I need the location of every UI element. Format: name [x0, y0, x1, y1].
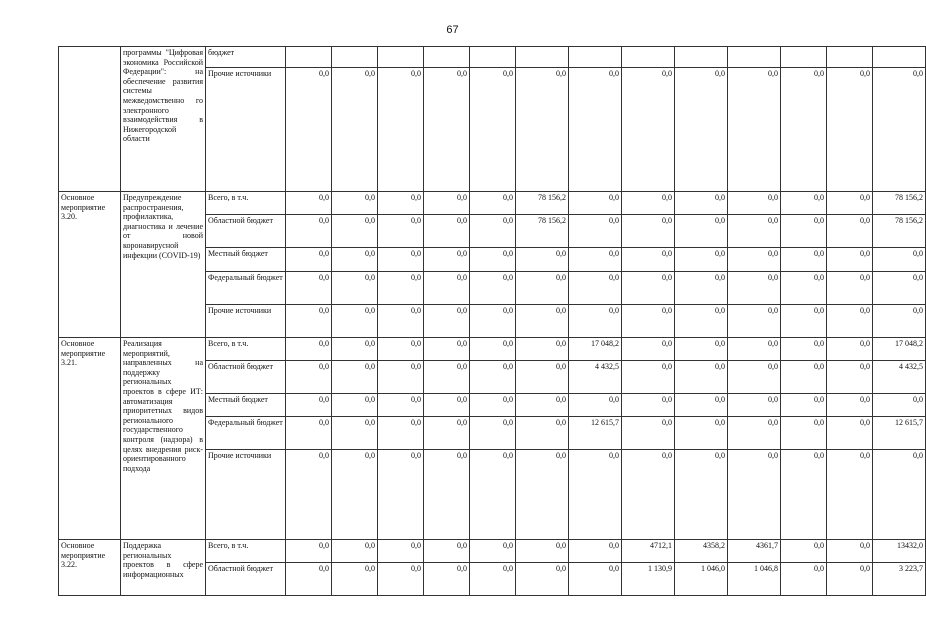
amount-cell: 0,0: [728, 68, 781, 192]
amount-cell: 78 156,2: [873, 192, 926, 215]
amount-cell: 0,0: [516, 272, 569, 305]
amount-cell: 0,0: [332, 68, 378, 192]
amount-cell: 0,0: [675, 338, 728, 361]
amount-cell: 0,0: [470, 338, 516, 361]
amount-cell: 0,0: [873, 248, 926, 272]
amount-cell: 0,0: [378, 68, 424, 192]
amount-cell: 12 615,7: [873, 417, 926, 450]
amount-cell: 0,0: [424, 338, 470, 361]
amount-cell: 0,0: [378, 305, 424, 338]
amount-cell: 0,0: [470, 215, 516, 248]
amount-cell: 0,0: [470, 450, 516, 540]
activity-label: Основное мероприятие 3.21.: [59, 338, 121, 540]
funding-source: Всего, в т.ч.: [206, 192, 286, 215]
amount-cell: 0,0: [378, 394, 424, 417]
amount-cell: [728, 47, 781, 68]
table-row: [59, 540, 926, 563]
amount-cell: 0,0: [516, 68, 569, 192]
amount-cell: 13432,0: [873, 540, 926, 563]
funding-source: Местный бюджет: [206, 394, 286, 417]
amount-cell: [622, 47, 675, 68]
activity-description: программы "Цифровая экономика Российской Федерации": на обеспечение развития системы межведомственно го электронного взаимодействия в Нижегородской области: [121, 47, 206, 192]
amount-cell: 0,0: [827, 361, 873, 394]
amount-cell: 0,0: [378, 417, 424, 450]
amount-cell: 0,0: [516, 361, 569, 394]
amount-cell: 0,0: [286, 248, 332, 272]
activity-label: Основное мероприятие 3.20.: [59, 192, 121, 338]
amount-cell: [569, 47, 622, 68]
amount-cell: 12 615,7: [569, 417, 622, 450]
amount-cell: 0,0: [332, 305, 378, 338]
amount-cell: 0,0: [286, 305, 332, 338]
amount-cell: 0,0: [827, 338, 873, 361]
amount-cell: 0,0: [569, 540, 622, 563]
amount-cell: 0,0: [332, 272, 378, 305]
funding-source: бюджет: [206, 47, 286, 68]
amount-cell: [675, 47, 728, 68]
amount-cell: 0,0: [516, 540, 569, 563]
amount-cell: 0,0: [286, 338, 332, 361]
amount-cell: 0,0: [781, 450, 827, 540]
amount-cell: 0,0: [470, 272, 516, 305]
amount-cell: 0,0: [827, 215, 873, 248]
amount-cell: 0,0: [781, 338, 827, 361]
amount-cell: 0,0: [728, 450, 781, 540]
amount-cell: 0,0: [332, 248, 378, 272]
amount-cell: 0,0: [781, 192, 827, 215]
amount-cell: 0,0: [470, 361, 516, 394]
amount-cell: 0,0: [424, 417, 470, 450]
amount-cell: 0,0: [424, 272, 470, 305]
amount-cell: 0,0: [332, 417, 378, 450]
amount-cell: 0,0: [424, 305, 470, 338]
amount-cell: 0,0: [827, 540, 873, 563]
amount-cell: 0,0: [569, 68, 622, 192]
amount-cell: 0,0: [569, 305, 622, 338]
amount-cell: 0,0: [781, 68, 827, 192]
funding-source: Всего, в т.ч.: [206, 338, 286, 361]
amount-cell: 0,0: [286, 272, 332, 305]
amount-cell: 0,0: [286, 450, 332, 540]
activity-label: [59, 47, 121, 192]
amount-cell: 0,0: [470, 563, 516, 596]
funding-source: Всего, в т.ч.: [206, 540, 286, 563]
amount-cell: 0,0: [622, 417, 675, 450]
amount-cell: 0,0: [286, 563, 332, 596]
amount-cell: 0,0: [424, 394, 470, 417]
amount-cell: 0,0: [675, 248, 728, 272]
amount-cell: 0,0: [873, 305, 926, 338]
amount-cell: 0,0: [332, 215, 378, 248]
amount-cell: 0,0: [470, 248, 516, 272]
amount-cell: 0,0: [378, 272, 424, 305]
amount-cell: 0,0: [286, 394, 332, 417]
amount-cell: 0,0: [728, 305, 781, 338]
amount-cell: 0,0: [728, 361, 781, 394]
amount-cell: 0,0: [781, 305, 827, 338]
amount-cell: 0,0: [332, 192, 378, 215]
amount-cell: 0,0: [424, 68, 470, 192]
amount-cell: 0,0: [378, 248, 424, 272]
amount-cell: 0,0: [286, 215, 332, 248]
amount-cell: 0,0: [675, 361, 728, 394]
amount-cell: 0,0: [516, 417, 569, 450]
activity-description: Предупреждение распространения, профилактика, диагностика и лечение от новой коронавирусной инфекции (COVID-19): [121, 192, 206, 338]
amount-cell: 0,0: [675, 215, 728, 248]
amount-cell: 0,0: [873, 68, 926, 192]
amount-cell: 0,0: [332, 563, 378, 596]
amount-cell: 0,0: [622, 338, 675, 361]
amount-cell: 17 048,2: [873, 338, 926, 361]
amount-cell: [781, 47, 827, 68]
amount-cell: 0,0: [827, 417, 873, 450]
amount-cell: 0,0: [378, 450, 424, 540]
amount-cell: 0,0: [728, 272, 781, 305]
amount-cell: 0,0: [378, 215, 424, 248]
funding-source: Прочие источники: [206, 305, 286, 338]
amount-cell: 0,0: [781, 394, 827, 417]
amount-cell: 0,0: [781, 563, 827, 596]
amount-cell: 0,0: [378, 361, 424, 394]
amount-cell: [378, 47, 424, 68]
amount-cell: 0,0: [424, 192, 470, 215]
amount-cell: 0,0: [827, 192, 873, 215]
amount-cell: 0,0: [286, 361, 332, 394]
amount-cell: 1 130,9: [622, 563, 675, 596]
amount-cell: 1 046,8: [728, 563, 781, 596]
amount-cell: [332, 47, 378, 68]
amount-cell: 17 048,2: [569, 338, 622, 361]
amount-cell: 0,0: [781, 417, 827, 450]
amount-cell: 0,0: [286, 540, 332, 563]
amount-cell: 0,0: [873, 450, 926, 540]
amount-cell: 0,0: [827, 563, 873, 596]
amount-cell: 0,0: [728, 215, 781, 248]
amount-cell: 0,0: [470, 540, 516, 563]
amount-cell: 0,0: [332, 338, 378, 361]
amount-cell: 0,0: [424, 361, 470, 394]
amount-cell: 4358,2: [675, 540, 728, 563]
amount-cell: 0,0: [424, 540, 470, 563]
amount-cell: 4361,7: [728, 540, 781, 563]
amount-cell: 0,0: [470, 68, 516, 192]
amount-cell: 0,0: [675, 272, 728, 305]
page-number: 67: [446, 24, 459, 36]
amount-cell: 4 432,5: [569, 361, 622, 394]
activity-label: Основное мероприятие 3.22.: [59, 540, 121, 596]
amount-cell: [424, 47, 470, 68]
amount-cell: 0,0: [378, 540, 424, 563]
amount-cell: 0,0: [569, 248, 622, 272]
amount-cell: 0,0: [332, 361, 378, 394]
amount-cell: 0,0: [827, 450, 873, 540]
amount-cell: 0,0: [827, 68, 873, 192]
amount-cell: 0,0: [332, 540, 378, 563]
amount-cell: 0,0: [569, 215, 622, 248]
amount-cell: 0,0: [286, 192, 332, 215]
amount-cell: 0,0: [728, 417, 781, 450]
amount-cell: 0,0: [781, 540, 827, 563]
amount-cell: 0,0: [378, 338, 424, 361]
funding-source: Федеральный бюджет: [206, 417, 286, 450]
amount-cell: 0,0: [728, 248, 781, 272]
funding-source: Областной бюджет: [206, 215, 286, 248]
amount-cell: 0,0: [332, 450, 378, 540]
amount-cell: 0,0: [675, 394, 728, 417]
amount-cell: 0,0: [516, 450, 569, 540]
amount-cell: 0,0: [827, 272, 873, 305]
amount-cell: 0,0: [470, 417, 516, 450]
amount-cell: 0,0: [378, 563, 424, 596]
amount-cell: 78 156,2: [516, 192, 569, 215]
amount-cell: 0,0: [569, 192, 622, 215]
amount-cell: 0,0: [728, 394, 781, 417]
amount-cell: 0,0: [470, 305, 516, 338]
amount-cell: 0,0: [424, 450, 470, 540]
amount-cell: 0,0: [516, 248, 569, 272]
amount-cell: 0,0: [622, 215, 675, 248]
amount-cell: 0,0: [675, 417, 728, 450]
amount-cell: 0,0: [622, 305, 675, 338]
amount-cell: 0,0: [781, 361, 827, 394]
funding-source: Федеральный бюджет: [206, 272, 286, 305]
amount-cell: 0,0: [675, 305, 728, 338]
amount-cell: 0,0: [675, 192, 728, 215]
amount-cell: [470, 47, 516, 68]
amount-cell: 0,0: [622, 394, 675, 417]
amount-cell: 0,0: [873, 272, 926, 305]
amount-cell: 0,0: [569, 563, 622, 596]
amount-cell: 1 046,0: [675, 563, 728, 596]
funding-source: Областной бюджет: [206, 361, 286, 394]
amount-cell: [827, 47, 873, 68]
amount-cell: 0,0: [569, 272, 622, 305]
amount-cell: 0,0: [516, 305, 569, 338]
amount-cell: 0,0: [728, 338, 781, 361]
amount-cell: 0,0: [622, 68, 675, 192]
amount-cell: 0,0: [675, 68, 728, 192]
amount-cell: [873, 47, 926, 68]
amount-cell: 0,0: [424, 248, 470, 272]
amount-cell: 0,0: [781, 248, 827, 272]
amount-cell: 0,0: [728, 192, 781, 215]
amount-cell: 78 156,2: [873, 215, 926, 248]
amount-cell: 3 223,7: [873, 563, 926, 596]
amount-cell: 0,0: [622, 272, 675, 305]
amount-cell: 0,0: [622, 248, 675, 272]
table-row: [59, 338, 926, 361]
activity-description: Реализация мероприятий, направленных на поддержку региональных проектов в сфере ИТ: автоматизация приоритетных видов регионального государственного контроля (надзора) в целях внедрения риск-ориентированного подхода: [121, 338, 206, 540]
amount-cell: 0,0: [516, 394, 569, 417]
amount-cell: 4 432,5: [873, 361, 926, 394]
amount-cell: 0,0: [781, 272, 827, 305]
funding-source: Прочие источники: [206, 68, 286, 192]
funding-source: Областной бюджет: [206, 563, 286, 596]
amount-cell: 0,0: [781, 215, 827, 248]
amount-cell: 0,0: [332, 394, 378, 417]
funding-source: Местный бюджет: [206, 248, 286, 272]
amount-cell: 0,0: [675, 450, 728, 540]
table-row: [59, 47, 926, 68]
amount-cell: 0,0: [470, 394, 516, 417]
amount-cell: 0,0: [873, 394, 926, 417]
budget-table: [58, 46, 926, 596]
table-row: [59, 192, 926, 215]
amount-cell: 0,0: [286, 417, 332, 450]
amount-cell: 0,0: [569, 394, 622, 417]
amount-cell: 0,0: [286, 68, 332, 192]
funding-source: Прочие источники: [206, 450, 286, 540]
amount-cell: 0,0: [827, 305, 873, 338]
amount-cell: 0,0: [622, 192, 675, 215]
amount-cell: 0,0: [424, 215, 470, 248]
amount-cell: 0,0: [516, 563, 569, 596]
amount-cell: 0,0: [516, 338, 569, 361]
amount-cell: [516, 47, 569, 68]
amount-cell: 0,0: [470, 192, 516, 215]
activity-description: Поддержка региональных проектов в сфере информационных: [121, 540, 206, 596]
amount-cell: 0,0: [827, 394, 873, 417]
amount-cell: 0,0: [424, 563, 470, 596]
amount-cell: 0,0: [569, 450, 622, 540]
amount-cell: [286, 47, 332, 68]
amount-cell: 0,0: [827, 248, 873, 272]
amount-cell: 78 156,2: [516, 215, 569, 248]
amount-cell: 0,0: [378, 192, 424, 215]
amount-cell: 0,0: [622, 361, 675, 394]
amount-cell: 4712,1: [622, 540, 675, 563]
amount-cell: 0,0: [622, 450, 675, 540]
